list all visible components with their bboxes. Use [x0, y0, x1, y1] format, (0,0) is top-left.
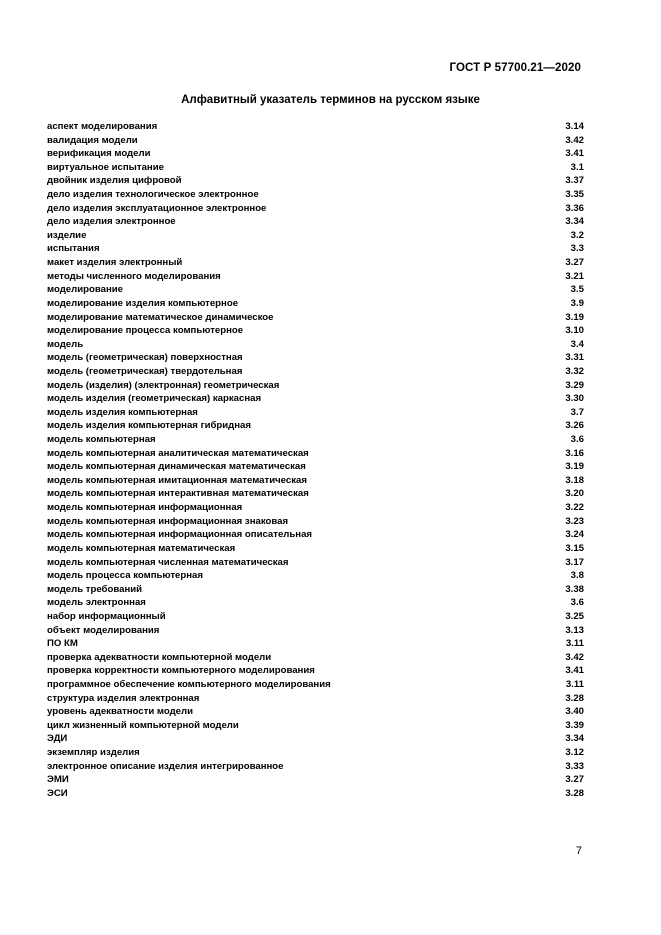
index-term: аспект моделирования: [47, 121, 158, 132]
index-term: ЭДИ: [47, 733, 68, 745]
index-reference: 3.27: [565, 257, 584, 269]
index-entry: [47, 678, 584, 692]
index-term: ЭСИ: [47, 787, 68, 799]
index-entry: [47, 392, 584, 406]
index-reference: 3.16: [565, 447, 584, 459]
index-term: макет изделия электронный: [47, 257, 183, 269]
index-entry: [47, 460, 584, 474]
index-reference: 3.29: [565, 379, 584, 391]
index-entry: [47, 610, 584, 624]
index-reference: 3.24: [565, 529, 584, 541]
index-reference: 3.3: [570, 243, 584, 255]
index-term: программное обеспечение компьютерного моделирования: [47, 678, 331, 690]
index-entry: [47, 447, 584, 461]
index-reference: 3.28: [565, 692, 584, 704]
term-index-list: [47, 120, 584, 800]
index-term: дело изделия эксплуатационное электронное: [47, 202, 267, 214]
index-term: модель компьютерная информационная знаковая: [47, 515, 289, 527]
index-reference: 3.9: [570, 297, 584, 309]
index-reference: 3.12: [565, 747, 584, 759]
index-reference: 3.30: [565, 393, 584, 405]
index-term: модель (геометрическая) твердотельная: [47, 365, 243, 377]
index-term: уровень адекватности модели: [47, 706, 194, 718]
index-entry: [47, 324, 584, 338]
index-term: методы численного моделирования: [47, 270, 221, 282]
index-term: экземпляр изделия: [47, 747, 140, 759]
index-reference: 3.21: [565, 270, 584, 282]
index-entry: [47, 651, 584, 665]
index-term: испытания: [47, 243, 100, 255]
index-reference: 3.10: [565, 325, 584, 337]
index-reference: 3.15: [565, 542, 584, 554]
index-reference: 3.7: [570, 406, 584, 418]
index-reference: 3.20: [565, 488, 584, 500]
index-term: модель изделия компьютерная: [47, 406, 198, 418]
index-reference: 3.11: [565, 638, 584, 650]
index-entry: [47, 365, 584, 379]
index-term: цикл жизненный компьютерной модели: [47, 719, 239, 731]
index-reference: 3.27: [565, 774, 584, 786]
index-entry: [47, 528, 584, 542]
index-entry: [47, 202, 584, 216]
index-reference: 3.42: [565, 134, 584, 146]
index-term: модель компьютерная аналитическая математическая: [47, 447, 309, 459]
index-term: модель электронная: [47, 597, 146, 609]
index-term: изделие: [47, 229, 87, 241]
index-term: модель компьютерная численная математическая: [47, 556, 289, 568]
index-entry: [47, 174, 584, 188]
index-reference: 3.37: [565, 175, 584, 187]
index-entry: [47, 161, 584, 175]
index-reference: 3.35: [565, 189, 584, 201]
index-entry: [47, 583, 584, 597]
index-entry: [47, 215, 584, 229]
index-term: модель: [47, 338, 84, 350]
index-reference: 3.8: [570, 570, 584, 582]
index-entry: [47, 242, 584, 256]
index-term: модель (изделия) (электронная) геометрическая: [47, 379, 280, 391]
index-entry: [47, 283, 584, 297]
index-entry: [47, 406, 584, 420]
index-entry: [47, 311, 584, 325]
index-entry: [47, 487, 584, 501]
index-term: моделирование математическое динамическое: [47, 311, 274, 323]
index-entry: [47, 637, 584, 651]
index-reference: 3.18: [565, 474, 584, 486]
index-term: модель компьютерная математическая: [47, 542, 236, 554]
index-entry: [47, 256, 584, 270]
index-reference: 3.28: [565, 787, 584, 799]
index-reference: 3.38: [565, 583, 584, 595]
index-entry: [47, 188, 584, 202]
page-number: 7: [575, 845, 582, 857]
index-entry: [47, 542, 584, 556]
index-term: модель требований: [47, 583, 143, 595]
index-term: модель компьютерная имитационная математическая: [47, 474, 307, 486]
index-term: дело изделия электронное: [47, 216, 176, 228]
index-reference: 3.31: [565, 352, 584, 364]
index-entry: [47, 624, 584, 638]
index-title: Алфавитный указатель терминов на русском языке: [181, 94, 480, 106]
index-entry: [47, 515, 584, 529]
index-reference: 3.25: [565, 610, 584, 622]
index-entry: [47, 474, 584, 488]
index-entry: [47, 297, 584, 311]
index-entry: [47, 419, 584, 433]
index-entry: [47, 120, 584, 134]
index-term: проверка корректности компьютерного моделирования: [47, 665, 315, 677]
index-term: электронное описание изделия интегрированное: [47, 760, 284, 772]
index-term: модель изделия (геометрическая) каркасная: [47, 393, 262, 405]
index-reference: 3.22: [565, 502, 584, 514]
index-reference: 3.5: [570, 284, 584, 296]
index-entry: [47, 338, 584, 352]
index-entry: [47, 596, 584, 610]
index-term: валидация модели: [47, 134, 138, 146]
index-entry: [47, 732, 584, 746]
index-reference: 3.2: [570, 229, 584, 241]
index-reference: 3.41: [565, 148, 584, 160]
index-term: набор информационный: [47, 610, 166, 622]
index-reference: 3.33: [565, 760, 584, 772]
index-reference: 3.40: [565, 706, 584, 718]
index-reference: 3.4: [570, 338, 584, 350]
index-term: структура изделия электронная: [47, 692, 200, 704]
index-term: модель компьютерная интерактивная математическая: [47, 488, 309, 500]
index-reference: 3.1: [570, 161, 584, 173]
index-reference: 3.17: [565, 556, 584, 568]
index-entry: [47, 270, 584, 284]
index-entry: [47, 773, 584, 787]
index-entry: [47, 705, 584, 719]
index-reference: 3.39: [565, 719, 584, 731]
index-reference: 3.32: [565, 365, 584, 377]
index-entry: [47, 556, 584, 570]
index-reference: 3.19: [565, 311, 584, 323]
index-term: моделирование процесса компьютерное: [47, 325, 244, 337]
index-term: модель компьютерная информационная: [47, 502, 243, 514]
index-term: моделирование изделия компьютерное: [47, 297, 239, 309]
index-reference: 3.13: [565, 624, 584, 636]
index-reference: 3.6: [570, 434, 584, 446]
index-reference: 3.23: [565, 515, 584, 527]
index-entry: [47, 501, 584, 515]
index-reference: 3.6: [570, 597, 584, 609]
index-term: объект моделирования: [47, 624, 160, 636]
index-reference: 3.36: [565, 202, 584, 214]
index-reference: 3.14: [565, 121, 584, 132]
index-term: модель компьютерная динамическая математическая: [47, 461, 306, 473]
index-reference: 3.42: [565, 651, 584, 663]
index-term: ЭМИ: [47, 774, 69, 786]
index-entry: [47, 569, 584, 583]
index-entry: [47, 147, 584, 161]
index-entry: [47, 746, 584, 760]
index-term: модель компьютерная информационная описательная: [47, 529, 313, 541]
index-term: верификация модели: [47, 148, 151, 160]
index-term: двойник изделия цифровой: [47, 175, 182, 187]
index-term: проверка адекватности компьютерной модели: [47, 651, 272, 663]
index-reference: 3.41: [565, 665, 584, 677]
index-term: модель (геометрическая) поверхностная: [47, 352, 243, 364]
index-entry: [47, 719, 584, 733]
index-term: виртуальное испытание: [47, 161, 164, 173]
index-term: модель изделия компьютерная гибридная: [47, 420, 251, 432]
index-reference: 3.34: [565, 216, 584, 228]
index-entry: [47, 692, 584, 706]
index-reference: 3.11: [565, 678, 584, 690]
document-code: ГОСТ Р 57700.21—2020: [449, 62, 581, 74]
index-entry: [47, 229, 584, 243]
index-entry: [47, 433, 584, 447]
index-term: моделирование: [47, 284, 123, 296]
index-entry: [47, 379, 584, 393]
index-reference: 3.26: [565, 420, 584, 432]
index-entry: [47, 760, 584, 774]
index-term: модель компьютерная: [47, 434, 156, 446]
index-entry: [47, 351, 584, 365]
index-entry: [47, 787, 584, 801]
index-reference: 3.34: [565, 733, 584, 745]
index-entry: [47, 134, 584, 148]
index-term: модель процесса компьютерная: [47, 570, 203, 582]
index-term: ПО КМ: [47, 638, 78, 650]
index-reference: 3.19: [565, 461, 584, 473]
index-term: дело изделия технологическое электронное: [47, 189, 259, 201]
index-entry: [47, 664, 584, 678]
